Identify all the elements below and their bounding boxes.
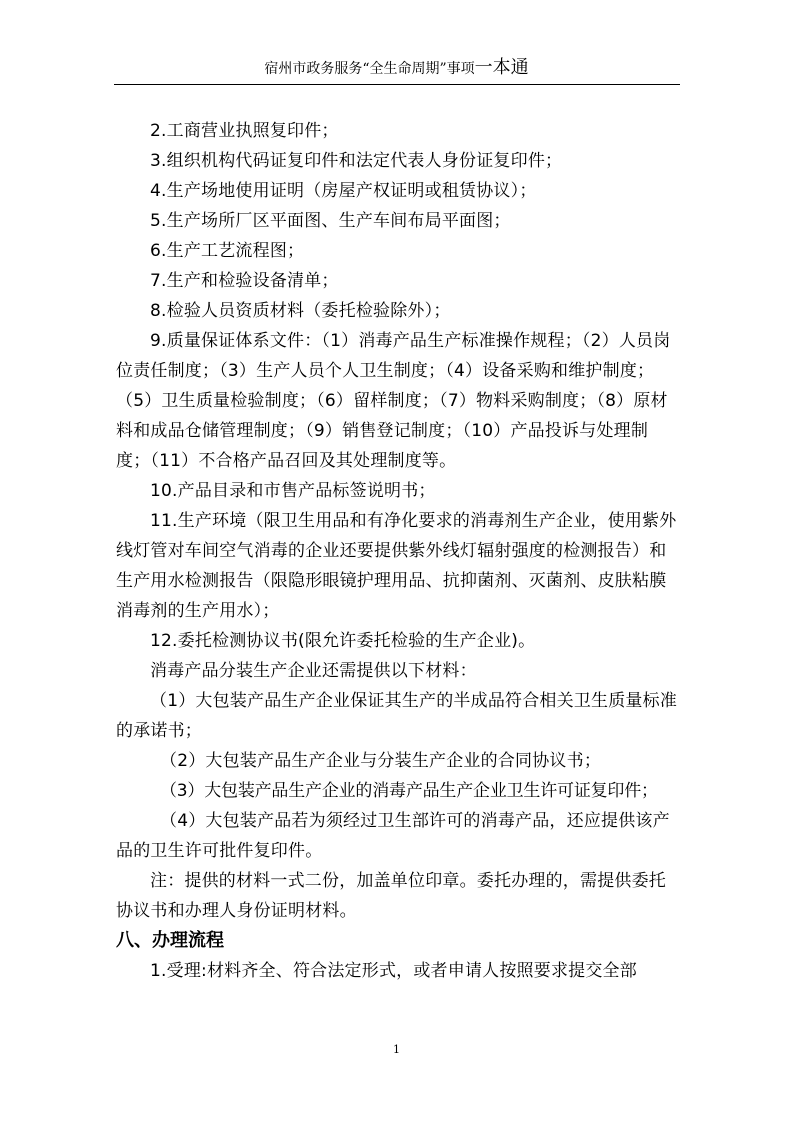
page-number: 1 <box>393 1043 400 1056</box>
section-heading: 八、办理流程 <box>116 930 224 951</box>
page-header <box>0 58 793 79</box>
paragraph-item-9: 9.质量保证体系文件：（1）消毒产品生产标准操作规程；（2）人员岗位责任制度；（3）生产人员个人卫生制度；（4）设备采购和维护制度；（5）卫生质量检验制度；（6）留样制度；（7）物料采购制度；（8）原材料和成品仓储管理制度；（9）销售登记制度；（10）产品投诉与处理制度；（11）不合格产品召回及其处理制度等。 <box>116 331 671 471</box>
paragraph-item-8: 8.检验人员资质材料（委托检验除外）； <box>150 301 451 321</box>
paragraph-sub-4: （4）大包装产品若为须经过卫生部许可的消毒产品，还应提供该产品的卫生许可批件复印件。 <box>116 811 670 861</box>
paragraph-item-11: 11.生产环境（限卫生用品和有净化要求的消毒剂生产企业，使用紫外线灯管对车间空气消毒的企业还要提供紫外线灯辐射强度的检测报告）和生产用水检测报告（限隐形眼镜护理用品、抗抑菌剂、灭菌剂、皮肤粘膜消毒剂的生产用水）； <box>116 511 677 621</box>
paragraph-item-6: 6.生产工艺流程图； <box>150 241 305 261</box>
paragraph-item-2: 2.工商营业执照复印件； <box>150 121 339 141</box>
header-title-suffix: 一本通 <box>474 57 529 78</box>
paragraph-subpackaging-intro: 消毒产品分装生产企业还需提供以下材料： <box>150 661 477 681</box>
paragraph-item-4: 4.生产场地使用证明（房屋产权证明或租赁协议）； <box>150 181 537 201</box>
paragraph-process-1: 1.受理:材料齐全、符合法定形式，或者申请人按照要求提交全部 <box>150 961 637 981</box>
paragraph-sub-3: （3）大包装产品生产企业的消毒产品生产企业卫生许可证复印件； <box>160 781 658 801</box>
paragraph-item-3: 3.组织机构代码证复印件和法定代表人身份证复印件； <box>150 151 563 171</box>
header-title: 宿州市政务服务“全生命周期”事项 <box>264 61 475 77</box>
header-rule <box>114 84 680 85</box>
paragraph-sub-1: （1）大包装产品生产企业保证其生产的半成品符合相关卫生质量标准的承诺书； <box>116 691 678 741</box>
paragraph-note: 注：提供的材料一式二份，加盖单位印章。委托办理的，需提供委托协议书和办理人身份证明材料。 <box>116 871 666 921</box>
document-body <box>116 116 682 986</box>
paragraph-sub-2: （2）大包装产品生产企业与分装生产企业的合同协议书； <box>160 751 602 771</box>
paragraph-item-7: 7.生产和检验设备清单； <box>150 271 339 291</box>
paragraph-item-5: 5.生产场所厂区平面图、生产车间布局平面图； <box>150 211 511 231</box>
paragraph-item-10: 10.产品目录和市售产品标签说明书； <box>150 481 436 501</box>
paragraph-item-12: 12.委托检测协议书(限允许委托检验的生产企业)。 <box>150 631 536 651</box>
